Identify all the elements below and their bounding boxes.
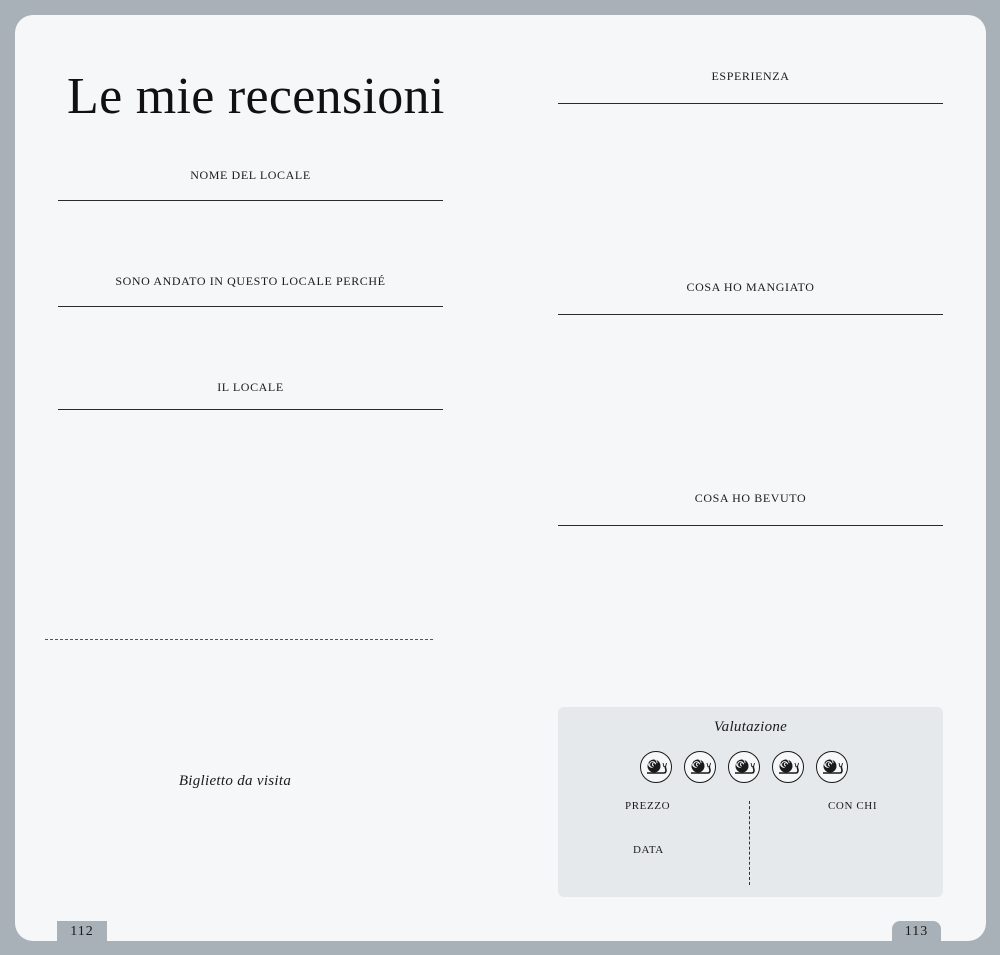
snail-rating — [640, 751, 848, 783]
notebook-spread — [15, 15, 986, 941]
snail-icon[interactable] — [772, 751, 804, 783]
field-label-experience: ESPERIENZA — [711, 69, 790, 83]
page-title: Le mie recensioni — [67, 68, 445, 125]
business-card-cut-line — [45, 639, 433, 640]
field-label-reason: SONO ANDATO IN QUESTO LOCALE PERCHÉ — [115, 274, 386, 288]
page-number-left: 112 — [57, 921, 107, 941]
snail-icon[interactable] — [640, 751, 672, 783]
field-label-food: COSA HO MANGIATO — [686, 280, 815, 294]
page-number-right: 113 — [892, 921, 941, 941]
business-card-label: Biglietto da visita — [178, 773, 292, 789]
snail-icon[interactable] — [728, 751, 760, 783]
field-line-venue-name[interactable] — [58, 200, 443, 201]
field-label-drinks: COSA HO BEVUTO — [694, 491, 807, 505]
rating-title: Valutazione — [713, 719, 788, 735]
snail-icon[interactable] — [816, 751, 848, 783]
rating-box — [558, 707, 943, 897]
with-whom-label: CON CHI — [828, 800, 878, 812]
field-line-food[interactable] — [558, 314, 943, 315]
rating-divider — [749, 801, 750, 885]
field-line-experience[interactable] — [558, 103, 943, 104]
snail-icon[interactable] — [684, 751, 716, 783]
date-label: DATA — [633, 844, 664, 856]
field-line-venue[interactable] — [58, 409, 443, 410]
price-label: PREZZO — [625, 800, 671, 812]
field-label-venue-name: NOME DEL LOCALE — [190, 168, 311, 182]
field-line-drinks[interactable] — [558, 525, 943, 526]
field-line-reason[interactable] — [58, 306, 443, 307]
field-label-venue: IL LOCALE — [217, 380, 284, 394]
